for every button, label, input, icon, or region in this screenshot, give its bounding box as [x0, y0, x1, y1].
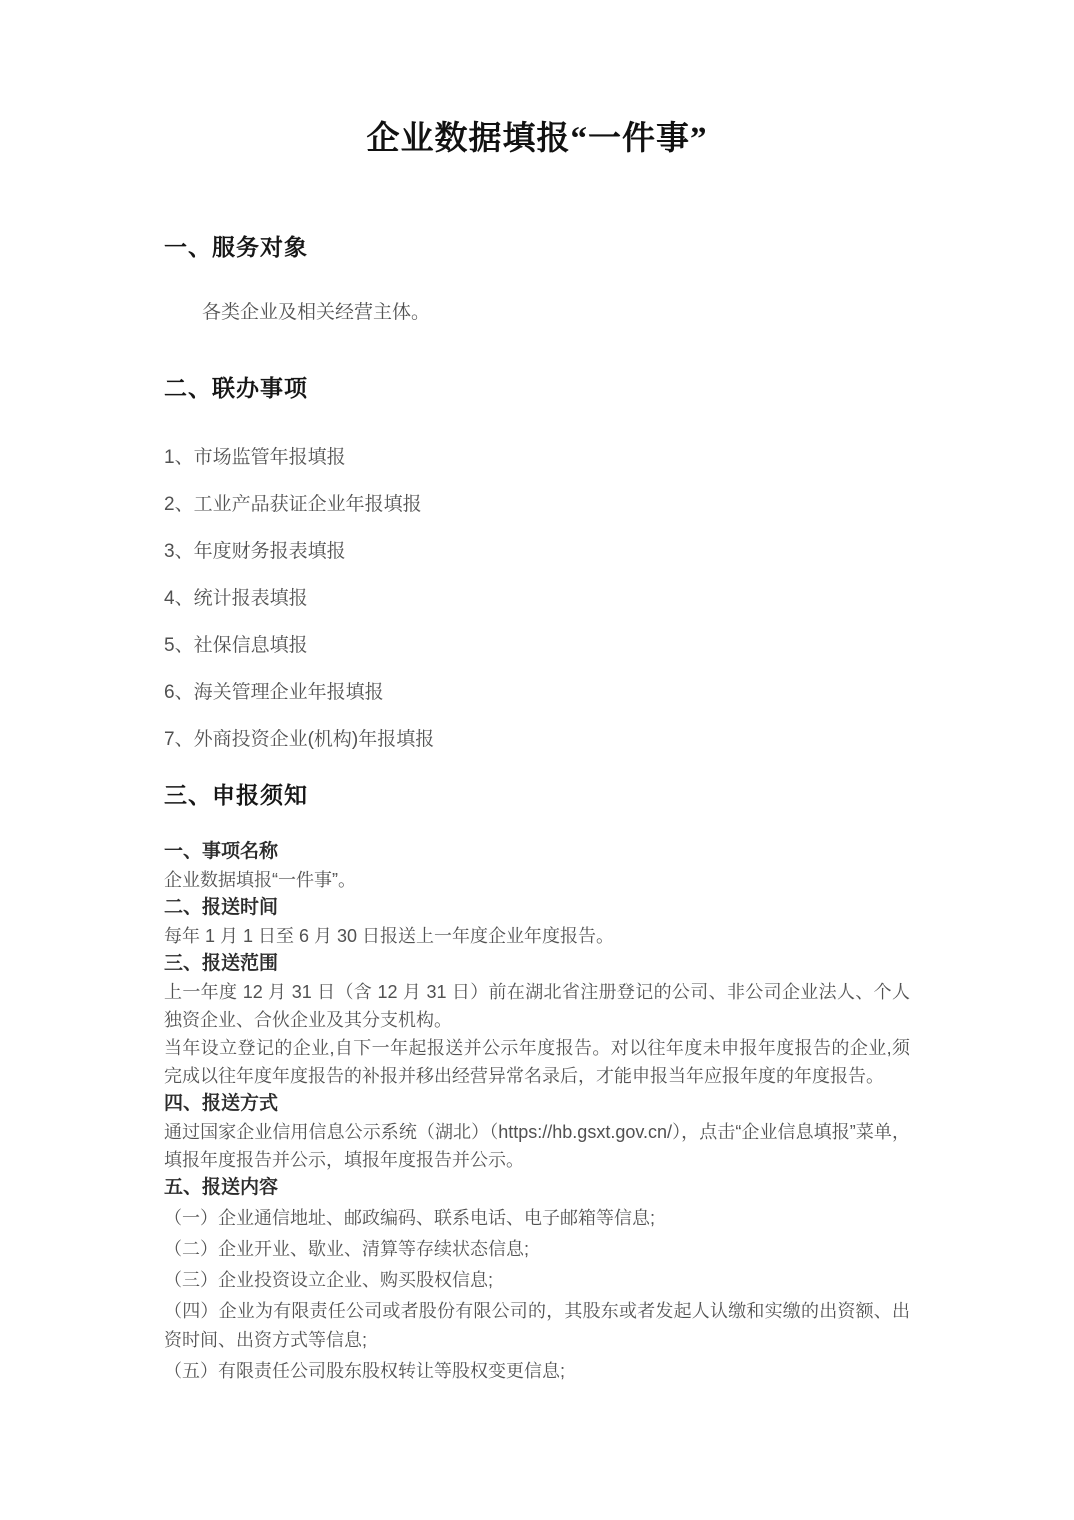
section-heading-joint-items: 二、联办事项: [164, 375, 308, 401]
section-heading-service: 一、服务对象: [164, 234, 308, 260]
subsection-submission-scope: [164, 950, 910, 1090]
service-body-paragraph: 各类企业及相关经营主体。: [202, 302, 431, 323]
list-item: 6、海关管理企业年报填报: [164, 682, 384, 703]
list-item: 3、年度财务报表填报: [164, 541, 346, 562]
content-list-item: （三）企业投资设立企业、购买股权信息;: [164, 1270, 493, 1290]
subsection-heading: 一、事项名称: [164, 841, 279, 862]
list-item: 1、市场监管年报填报: [164, 447, 346, 468]
list-item: 4、统计报表填报: [164, 588, 308, 609]
list-item: 2、工业产品获证企业年报填报: [164, 494, 422, 515]
document-title: 企业数据填报“一件事”: [366, 121, 708, 157]
subsection-heading: 三、报送范围: [164, 953, 279, 974]
list-item: 7、外商投资企业(机构)年报填报: [164, 729, 435, 750]
joint-items-list: [164, 448, 910, 750]
content-list-item: （五）有限责任公司股东股权转让等股权变更信息;: [164, 1361, 565, 1381]
notice-body: [164, 838, 910, 1386]
subsection-submission-content: [164, 1174, 910, 1386]
subsection-submission-time: [164, 894, 910, 950]
subsection-submission-method: [164, 1090, 910, 1174]
content-list-item: （二）企业开业、歇业、清算等存续状态信息;: [164, 1239, 529, 1259]
body-paragraph: 企业数据填报“一件事”。: [164, 870, 356, 890]
list-item: 5、社保信息填报: [164, 635, 308, 656]
subsection-heading: 二、报送时间: [164, 897, 279, 918]
body-paragraph: 每年 1 月 1 日至 6 月 30 日报送上一年度企业年度报告。: [164, 926, 615, 946]
section-heading-declaration-notice: 三、申报须知: [164, 782, 308, 808]
content-list-item: （一）企业通信地址、邮政编码、联系电话、电子邮箱等信息;: [164, 1208, 655, 1228]
subsection-heading: 四、报送方式: [164, 1093, 279, 1114]
subsection-heading: 五、报送内容: [164, 1177, 279, 1198]
subsection-item-name: [164, 838, 910, 894]
body-paragraph: 上一年度 12 月 31 日（含 12 月 31 日）前在湖北省注册登记的公司、非公司企业法人、个人独资企业、合伙企业及其分支机构。: [164, 982, 910, 1030]
body-paragraph: 通过国家企业信用信息公示系统（湖北）（https://hb.gsxt.gov.cn/），点击“企业信息填报”菜单，填报年度报告并公示，填报年度报告并公示。: [164, 1122, 910, 1170]
content-list-item: （四）企业为有限责任公司或者股份有限公司的，其股东或者发起人认缴和实缴的出资额、出资时间、出资方式等信息;: [164, 1301, 910, 1350]
body-paragraph: 当年设立登记的企业,自下一年起报送并公示年度报告。对以往年度未申报年度报告的企业,须完成以往年度年度报告的补报并移出经营异常名录后，才能申报当年应报年度的年度报告。: [164, 1038, 910, 1086]
